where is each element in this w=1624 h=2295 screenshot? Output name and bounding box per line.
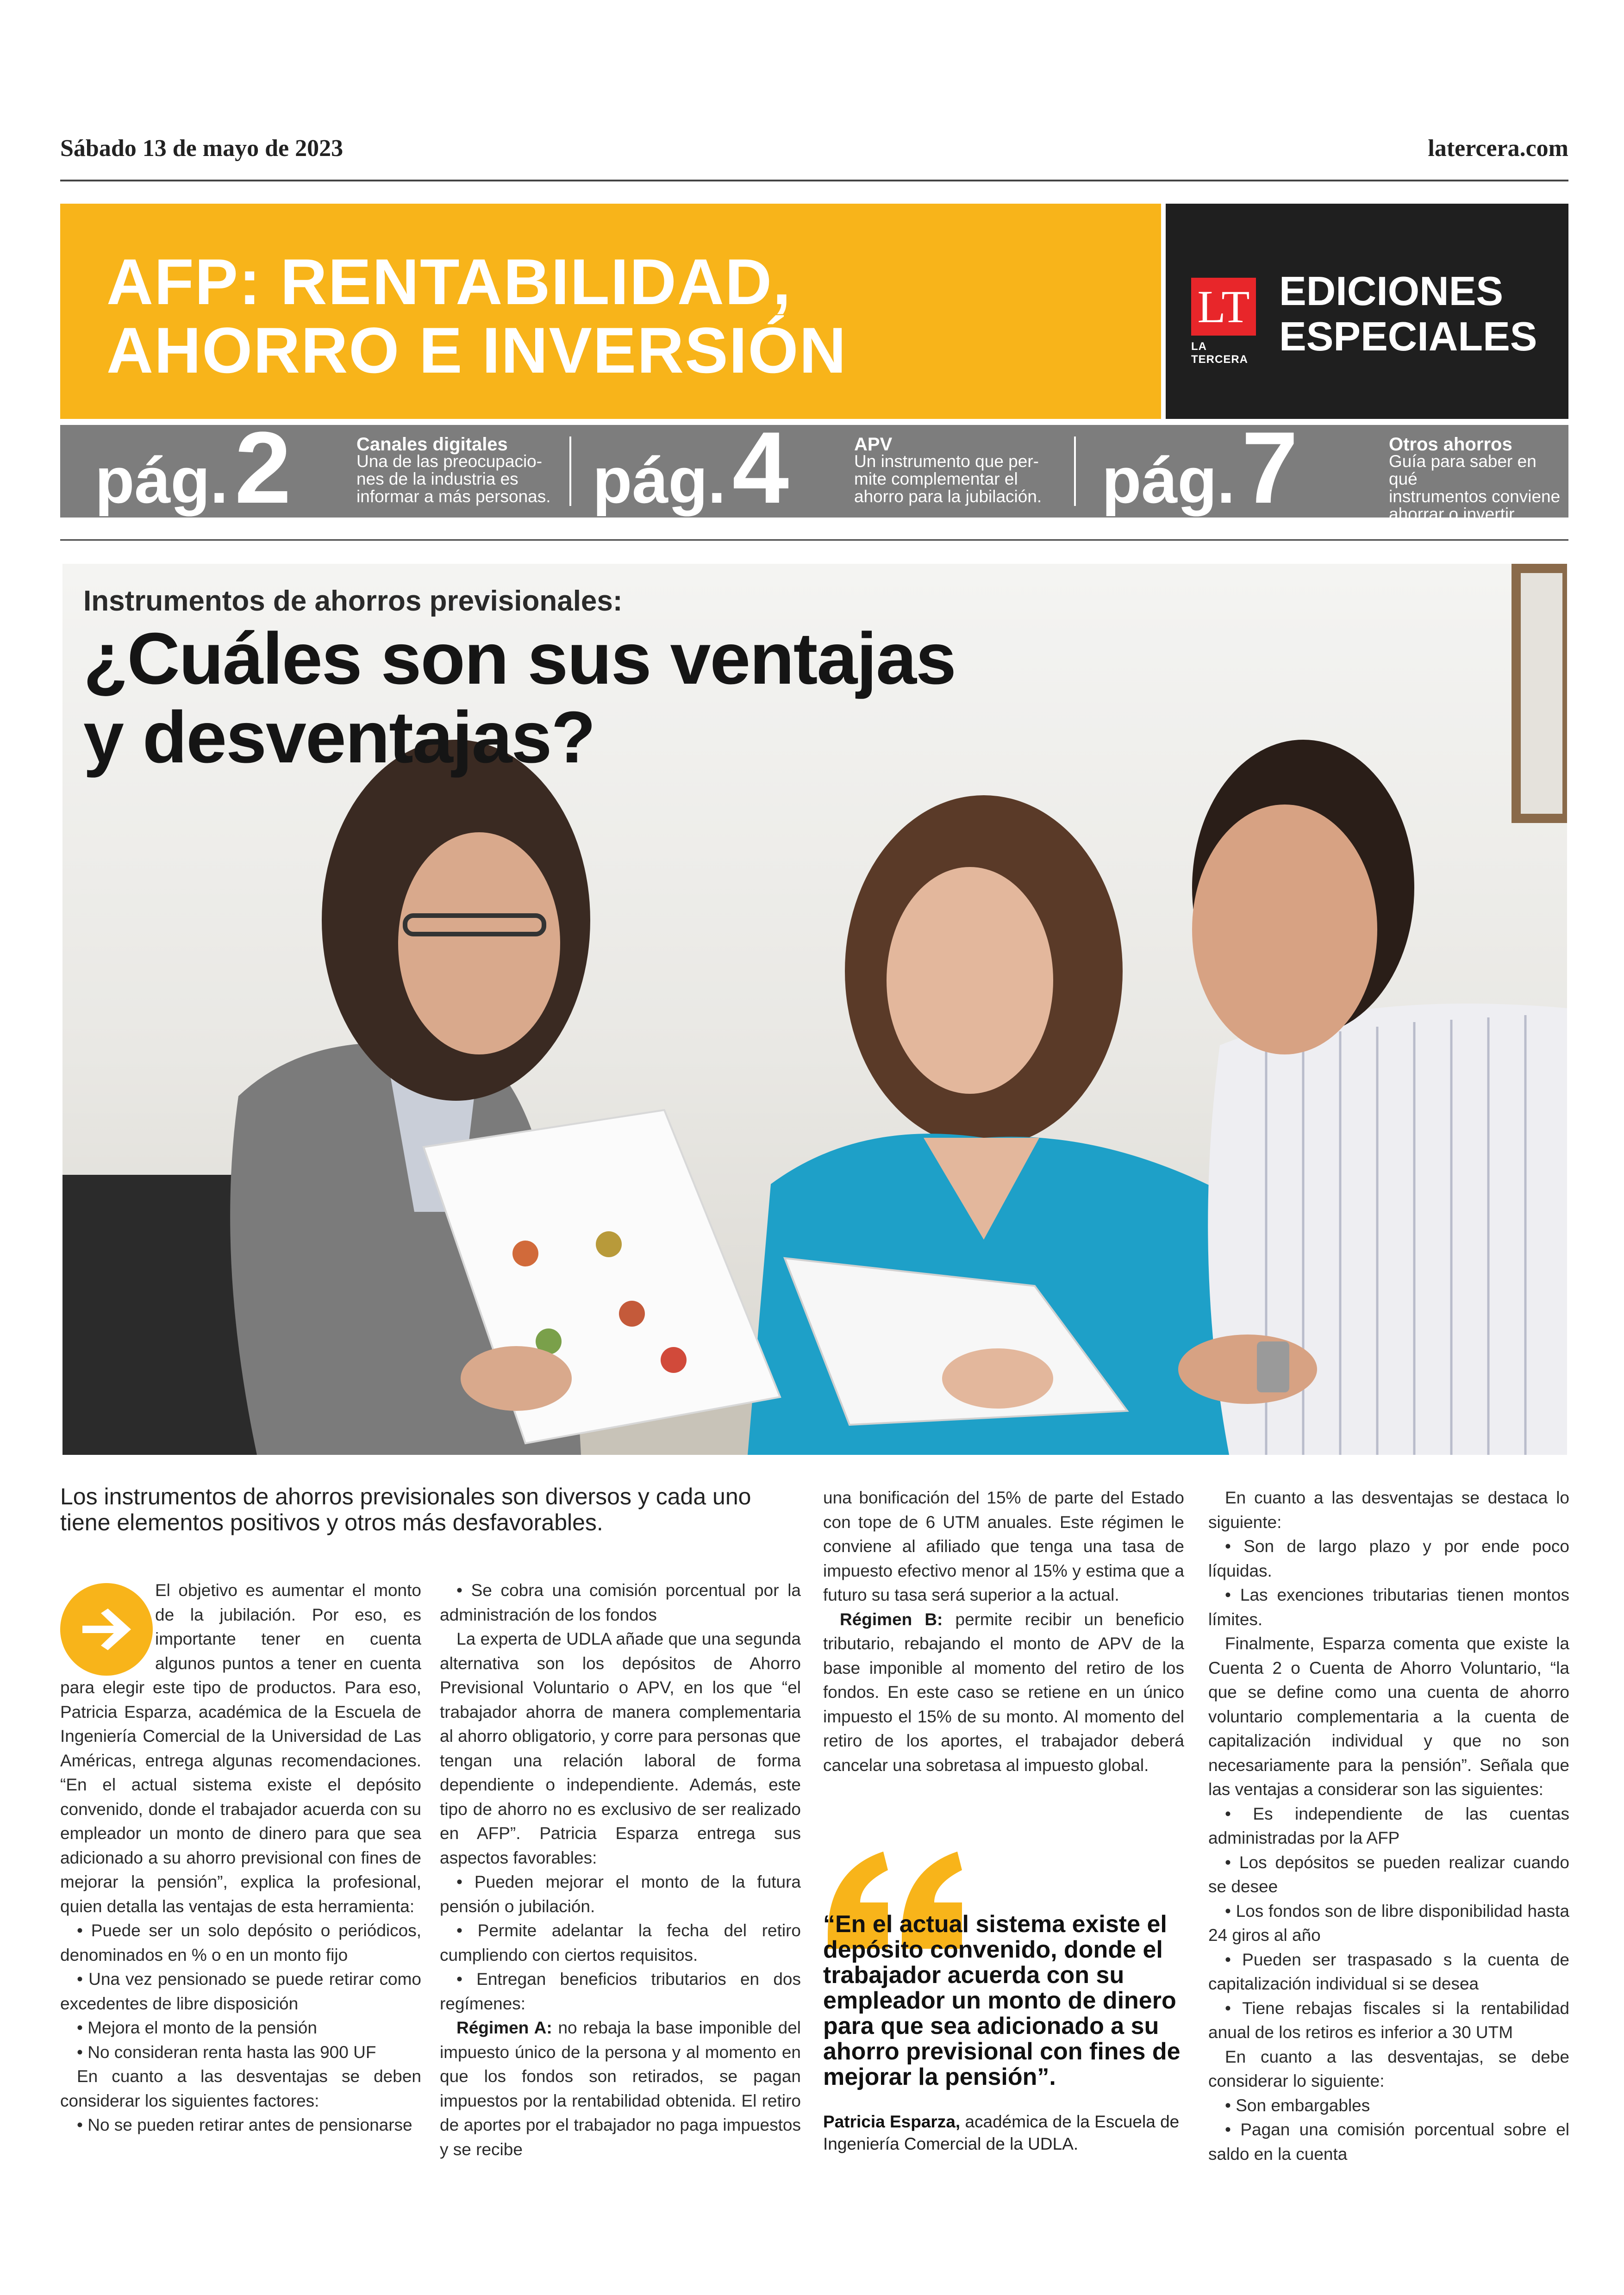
list-item: • No consideran renta hasta las 900 UF bbox=[77, 2042, 376, 2062]
list-item: • Puede ser un solo depósito o periódicos, denominados en % o en un monto fijo bbox=[60, 1921, 421, 1964]
page-teasers-bar bbox=[60, 411, 1568, 524]
teaser-description: Una de las preocupacio- nes de la industria es informar a más personas. bbox=[356, 452, 551, 506]
paragraph: La experta de UDLA añade que una segunda alternativa son los depósitos de Ahorro Previsional Voluntario o APV, en los que “el trabajador ahorra de manera complementaria al ahorro obligatorio, y corre para personas que tengan una relación laboral de forma dependiente o independiente. Además, este tipo de ahorro no es exclusivo de ser realizado en AFP”. Patricia Esparza entrega sus aspectos favorables: bbox=[440, 1629, 801, 1867]
section-rule bbox=[60, 539, 1568, 541]
teaser-page-4[interactable] bbox=[593, 411, 1056, 524]
article-column-4 bbox=[1208, 1486, 1569, 2166]
list-item: • Pagan una comisión porcentual sobre el saldo en la cuenta bbox=[1208, 2120, 1569, 2164]
teaser-title: Otros ahorros bbox=[1389, 434, 1512, 455]
paragraph: En cuanto a las desventajas, se debe considerar lo siguiente: bbox=[1208, 2047, 1569, 2090]
section-title: AFP: RENTABILIDAD, AHORRO E INVERSIÓN bbox=[106, 245, 847, 387]
paragraph: Régimen A: no rebaja la base imponible del impuesto único de la persona y al momento en que los fondos son retirados, se pagan impuestos por la rentabilidad obtenida. El retiro de aportes por el trabajador no paga impuestos y se recibe bbox=[440, 2018, 801, 2159]
site-url[interactable]: latercera.com bbox=[1428, 135, 1568, 162]
article-kicker: Instrumentos de ahorros previsionales: bbox=[83, 585, 623, 617]
paragraph: El objetivo es aumentar el monto de la jubilación. Por eso, es importante tener en cuenta algunos puntos a tener en cuenta para elegir este tipo de productos. Para eso, Patricia Esparza, académica de la Escuela de Ingeniería Comercial de la Universidad de Las Américas, entrega algunas recomendaciones. “En el actual sistema existe el depósito convenido, donde el trabajador acuerda con su empleador un monto de dinero para que sea adicionado a su ahorro previsional con fines de mejorar la pensión”, explica la profesional, quien detalla las ventajas de esta herramienta: bbox=[60, 1581, 421, 1916]
list-item: • Se cobra una comisión porcentual por la administración de los fondos bbox=[440, 1581, 801, 1624]
list-item: • Son embargables bbox=[1225, 2095, 1370, 2115]
list-item: • Las exenciones tributarias tienen montos límites. bbox=[1208, 1585, 1569, 1629]
regimen-a-label: Régimen A: bbox=[456, 2018, 552, 2037]
teaser-page-number: pág.4 bbox=[593, 411, 789, 524]
list-item: • Pueden ser traspasado s la cuenta de capitalización individual si se desea bbox=[1208, 1950, 1569, 1993]
list-item: • Mejora el monto de la pensión bbox=[77, 2018, 317, 2037]
list-item: • Una vez pensionado se puede retirar como excedentes de libre disposición bbox=[60, 1970, 421, 2013]
teaser-page-number: pág.7 bbox=[1102, 411, 1299, 524]
logo-subtitle: LA TERCERA bbox=[1191, 340, 1249, 366]
page-header bbox=[60, 125, 1568, 162]
list-item: • Entregan beneficios tributarios en dos regímenes: bbox=[440, 1970, 801, 2013]
teaser-title: Canales digitales bbox=[356, 434, 508, 455]
editions-label: EDICIONES ESPECIALES bbox=[1279, 268, 1537, 359]
paragraph: Régimen B: permite recibir un beneficio tributario, rebajando el monto de APV de la base imponible al momento del retiro de los fondos. En este caso se retiene en un único impuesto el 15% de su monto. Al momento del retiro de los aportes, el trabajador deberá cancelar una sobretasa al impuesto global. bbox=[823, 1609, 1185, 1775]
special-editions-box bbox=[1166, 204, 1568, 419]
header-rule bbox=[60, 180, 1568, 181]
teaser-description: Un instrumento que per- mite complementar el ahorro para la jubilación. bbox=[854, 452, 1042, 506]
article-column-3 bbox=[823, 1486, 1184, 1777]
article-column-2 bbox=[440, 1578, 801, 2162]
teaser-page-number: pág.2 bbox=[95, 411, 292, 524]
teaser-title: APV bbox=[854, 434, 893, 455]
teaser-separator bbox=[569, 437, 571, 506]
article-photo bbox=[62, 564, 1567, 1455]
issue-date: Sábado 13 de mayo de 2023 bbox=[60, 135, 344, 162]
article-headline: ¿Cuáles son sus ventajas y desventajas? bbox=[83, 618, 956, 778]
section-banner bbox=[60, 204, 1161, 419]
teaser-separator bbox=[1074, 437, 1076, 506]
list-item: • Es independiente de las cuentas administradas por la AFP bbox=[1208, 1804, 1569, 1847]
list-item: • Permite adelantar la fecha del retiro cumpliendo con ciertos requisitos. bbox=[440, 1921, 801, 1964]
regimen-b-label: Régimen B: bbox=[840, 1609, 943, 1629]
la-tercera-logo: LT bbox=[1191, 278, 1256, 336]
article-lead: Los instrumentos de ahorros previsionales son diversos y cada uno tiene elementos positivos y otros más desfavorables. bbox=[60, 1484, 751, 1535]
quote-attribution: Patricia Esparza, académica de la Escuela de Ingeniería Comercial de la UDLA. bbox=[823, 2112, 1180, 2153]
paragraph: una bonificación del 15% de parte del Estado con tope de 6 UTM anuales. Este régimen le conviene al afiliado que tenga una tasa de impuesto efectivo menor al 15% y estima que a futuro su tasa será superior a la actual. bbox=[823, 1488, 1184, 1604]
paragraph: Finalmente, Esparza comenta que existe la Cuenta 2 o Cuenta de Ahorro Voluntario, “la que se define como una cuenta de ahorro voluntario complementaria a la cuenta de capitalización individual y que no son necesariamente para la pensión”. Señala que las ventajas a considerar son las siguientes: bbox=[1208, 1634, 1569, 1799]
teaser-description: Guía para saber en qué instrumentos conviene ahorrar o invertir. bbox=[1389, 452, 1561, 524]
list-item: • Pueden mejorar el monto de la futura pensión o jubilación. bbox=[440, 1872, 801, 1916]
teaser-page-2[interactable] bbox=[95, 411, 558, 524]
list-item: • No se pueden retirar antes de pensionarse bbox=[77, 2115, 412, 2134]
paragraph: En cuanto a las desventajas se destaca lo siguiente: bbox=[1208, 1488, 1569, 1532]
paragraph: En cuanto a las desventajas se deben considerar los siguientes factores: bbox=[60, 2067, 421, 2110]
list-item: • Los depósitos se pueden realizar cuando se desee bbox=[1208, 1852, 1569, 1896]
teaser-page-7[interactable] bbox=[1102, 411, 1565, 524]
list-item: • Tiene rebajas fiscales si la rentabilidad anual de los retiros es inferior a 30 UTM bbox=[1208, 1998, 1569, 2042]
article-column-1 bbox=[60, 1578, 421, 2138]
list-item: • Los fondos son de libre disponibilidad hasta 24 giros al año bbox=[1208, 1901, 1569, 1945]
quote-text: “En el actual sistema existe el depósito convenido, donde el trabajador acuerda con su empleador un monto de dinero para que sea adicionado a su ahorro previsional con fines de mejorar la pensión”. bbox=[823, 1911, 1181, 2090]
list-item: • Son de largo plazo y por ende poco líquidas. bbox=[1208, 1537, 1569, 1580]
